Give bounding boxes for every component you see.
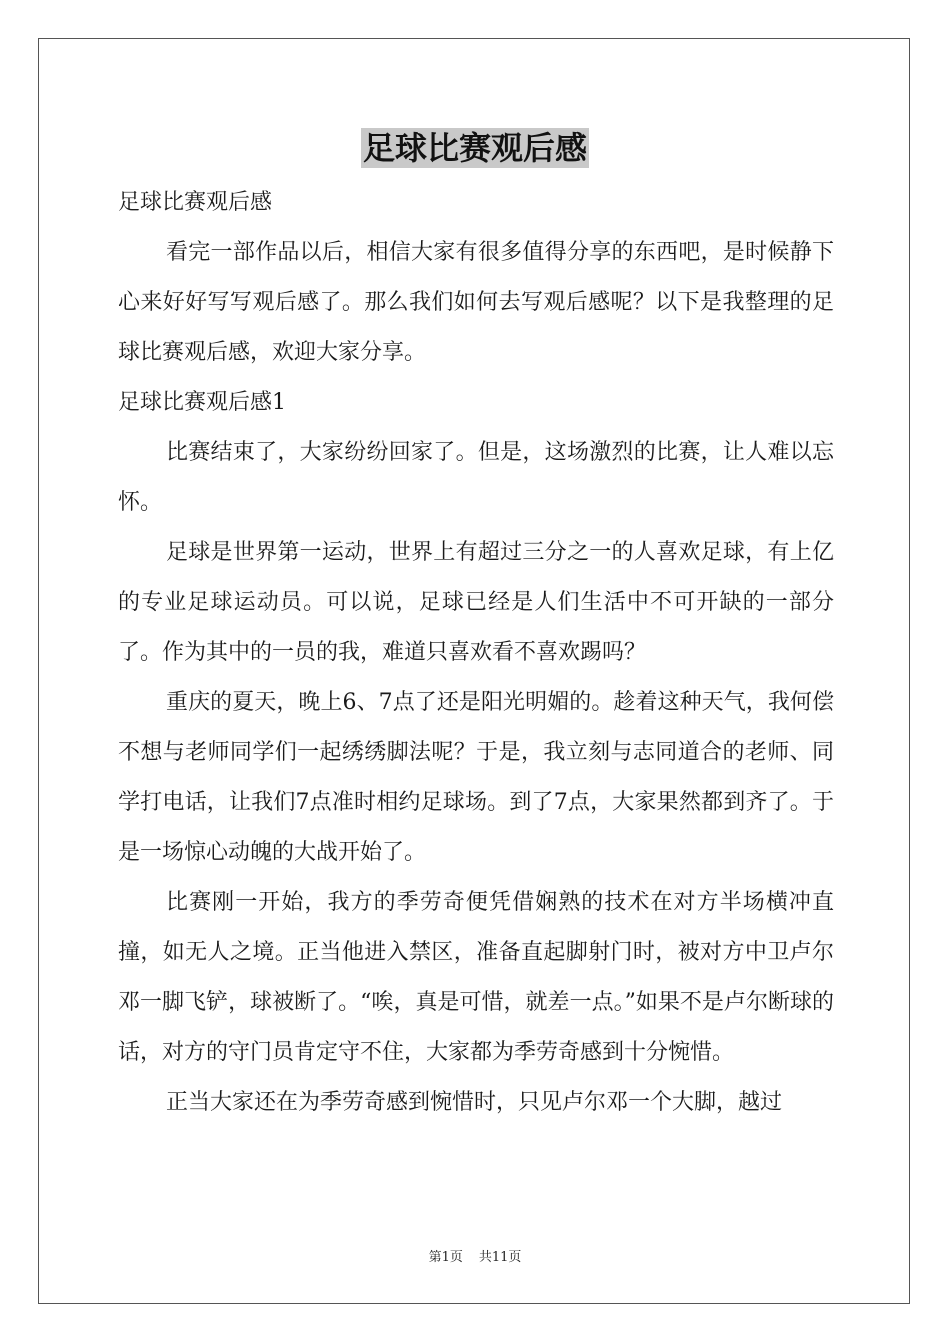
body-paragraph: 重庆的夏天，晚上6、7点了还是阳光明媚的。趁着这种天气，我何偿不想与老师同学们一起绣绣脚法呢？于是，我立刻与志同道合的老师、同学打电话，让我们7点准时相约足球场。到了7点，大家果然都到齐了。于是一场惊心动魄的大战开始了。 [118, 690, 834, 865]
section-heading: 足球比赛观后感1 [118, 390, 286, 415]
body-paragraph: 足球是世界第一运动，世界上有超过三分之一的人喜欢足球，有上亿的专业足球运动员。可以说，足球已经是人们生活中不可开缺的一部分了。作为其中的一员的我，难道只喜欢看不喜欢踢吗？ [118, 540, 834, 665]
body-paragraph: 正当大家还在为季劳奇感到惋惜时，只见卢尔邓一个大脚，越过 [166, 1090, 783, 1115]
page-total: 共11页 [478, 1250, 522, 1265]
page-number: 第1页 [428, 1250, 463, 1265]
intro-paragraph: 看完一部作品以后，相信大家有很多值得分享的东西吧，是时候静下心来好好写写观后感了。那么我们如何去写观后感呢？以下是我整理的足球比赛观后感，欢迎大家分享。 [118, 240, 834, 365]
document-body [118, 178, 834, 1128]
title-container [0, 128, 950, 168]
body-paragraph: 比赛结束了，大家纷纷回家了。但是，这场激烈的比赛，让人难以忘怀。 [118, 440, 834, 515]
page-footer [0, 1246, 950, 1265]
document-title: 足球比赛观后感 [362, 129, 587, 167]
subtitle-paragraph: 足球比赛观后感 [118, 190, 273, 215]
body-paragraph: 比赛刚一开始，我方的季劳奇便凭借娴熟的技术在对方半场横冲直撞，如无人之境。正当他进入禁区，准备直起脚射门时，被对方中卫卢尔邓一脚飞铲，球被断了。“唉，真是可惜，就差一点。”如果不是卢尔断球的话，对方的守门员肯定守不住，大家都为季劳奇感到十分惋惜。 [118, 890, 834, 1065]
